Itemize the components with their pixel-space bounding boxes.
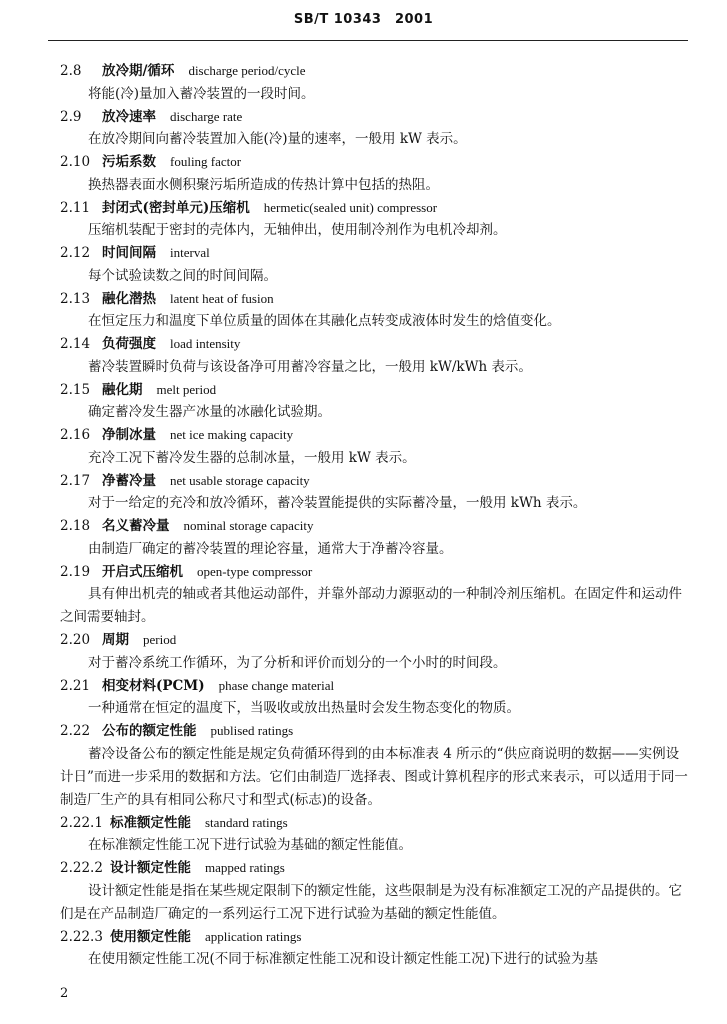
term-chinese: 时间间隔 [102,245,156,261]
term-english: phase change material [218,677,335,693]
entry-2-15 [60,379,688,425]
term-chinese: 相变材料(PCM) [102,677,205,694]
term-line [60,812,688,835]
term-english: net ice making capacity [170,427,294,442]
term-chinese: 标准额定性能 [110,814,191,831]
term-number: 2.22.1 [60,814,103,831]
entry-2-16 [60,424,688,470]
term-number: 2.9 [60,108,82,125]
term-chinese: 使用额定性能 [110,928,191,945]
term-english: mapped ratings [205,860,285,875]
term-definition: 蓄冷设备公布的额定性能是规定负荷循环得到的由本标准表 4 所示的“供应商说明的数据——实例设计日”而进一步采用的数据和方法。它们由制造厂选择表、图或计算机程序的形式来表示，可以适用于同一制造厂生产的具有相同公称尺寸和型式(标志)的设备。 [60,745,688,808]
term-definition: 充冷工况下蓄冷发生器的总制冰量，一般用 kW 表示。 [88,449,416,466]
term-line [60,470,688,493]
term-line [60,561,688,584]
entry-2-22 [60,720,688,812]
term-chinese: 负荷强度 [102,336,156,352]
entry-2-20 [60,629,688,675]
document-header: SB/T 10343 2001 [293,12,434,27]
term-definition: 由制造厂确定的蓄冷装置的理论容量，通常大于净蓄冷容量。 [88,540,453,557]
term-chinese: 名义蓄冷量 [102,518,170,534]
term-number: 2.18 [60,518,91,534]
term-english: standard ratings [205,814,288,830]
entry-2-18 [60,515,688,561]
term-chinese: 公布的额定性能 [102,723,197,739]
term-english: hermetic(sealed unit) compressor [263,199,438,215]
term-chinese: 净蓄冷量 [102,472,156,489]
term-definition: 将能(冷)量加入蓄冷装置的一段时间。 [88,85,315,102]
page-number: 2 [60,986,69,1001]
term-chinese: 封闭式(密封单元)压缩机 [102,199,250,216]
term-definition: 一种通常在恒定的温度下，当吸收或放出热量时会发生物态变化的物质。 [88,700,520,716]
term-chinese: 融化期 [102,381,143,398]
term-number: 2.20 [60,632,91,648]
term-line [60,675,688,698]
term-definition: 每个试验读数之间的时间间隔。 [88,267,277,284]
term-number: 2.22.2 [60,860,103,876]
entry-2-12 [60,242,688,288]
term-number: 2.12 [60,245,91,261]
term-line [60,926,688,949]
entry-2-14 [60,333,688,379]
header-rule [48,40,688,41]
term-definition: 压缩机装配于密封的壳体内，无轴伸出，使用制冷剂作为电机冷却剂。 [88,222,507,238]
term-chinese: 净制冰量 [102,427,156,443]
term-english: load intensity [170,336,241,351]
term-english: interval [170,245,210,260]
term-english: net usable storage capacity [170,472,310,488]
term-line [60,720,688,743]
entry-2-22-1 [60,812,688,858]
term-english: publised ratings [210,723,294,738]
term-chinese: 放冷速率 [102,108,156,125]
term-line [60,379,688,402]
term-english: fouling factor [170,154,242,169]
term-english: discharge period/cycle [188,63,306,78]
term-line [60,60,688,83]
entry-2-21 [60,675,688,721]
term-line [60,629,688,652]
term-line [60,151,688,174]
term-chinese: 开启式压缩机 [102,563,183,580]
term-number: 2.22 [60,723,91,739]
term-number: 2.21 [60,677,91,694]
term-line [60,242,688,265]
term-definition: 在恒定压力和温度下单位质量的固体在其融化点转变成液体时发生的焓值变化。 [88,313,561,329]
entry-2-22-2 [60,857,688,926]
term-number: 2.10 [60,154,91,170]
term-number: 2.14 [60,336,91,352]
term-definition: 对于蓄冷系统工作循环，为了分析和评价而划分的一个小时的时间段。 [88,654,507,671]
term-line [60,288,688,311]
term-definition: 蓄冷装置瞬时负荷与该设备净可用蓄冷容量之比，一般用 kW/kWh 表示。 [88,358,532,375]
term-number: 2.15 [60,381,91,398]
term-line [60,333,688,356]
term-chinese: 周期 [102,632,129,648]
term-number: 2.13 [60,290,91,307]
term-chinese: 设计额定性能 [110,860,191,876]
term-line [60,515,688,538]
term-line [60,106,688,129]
term-chinese: 放冷期/循环 [102,63,175,79]
entry-2-19 [60,561,688,630]
term-number: 2.8 [60,63,82,79]
entry-2-13 [60,288,688,334]
term-number: 2.22.3 [60,928,103,945]
term-line [60,424,688,447]
term-english: open-type compressor [197,563,313,579]
term-line [60,857,688,880]
term-definition: 在标准额定性能工况下进行试验为基础的额定性能值。 [88,837,412,853]
term-number: 2.19 [60,563,91,580]
term-definition: 设计额定性能是指在某些规定限制下的额定性能，这些限制是为没有标准额定工况的产品提供的。它们是在产品制造厂确定的一系列运行工况下进行试验为基础的额定性能值。 [60,882,682,922]
term-number: 2.16 [60,427,91,443]
term-english: discharge rate [170,108,243,124]
term-line [60,197,688,220]
term-english: period [143,632,177,647]
term-definition: 在放冷期间向蓄冷装置加入能(冷)量的速率，一般用 kW 表示。 [88,131,467,147]
term-chinese: 融化潜热 [102,290,156,307]
term-definition: 对于一给定的充冷和放冷循环，蓄冷装置能提供的实际蓄冷量，一般用 kWh 表示。 [88,495,587,511]
term-definition: 确定蓄冷发生器产冰量的冰融化试验期。 [88,404,331,420]
term-number: 2.11 [60,199,91,216]
term-english: melt period [156,381,217,397]
entry-2-8 [60,60,688,106]
term-number: 2.17 [60,472,91,489]
term-definition: 具有伸出机壳的轴或者其他运动部件，并靠外部动力源驱动的一种制冷剂压缩机。在固定件和运动件之间需要轴封。 [60,586,682,625]
term-definition: 在使用额定性能工况(不同于标准额定性能工况和设计额定性能工况)下进行的试验为基 [88,951,599,967]
entry-2-9 [60,106,688,152]
term-chinese: 污垢系数 [102,154,156,170]
term-english: nominal storage capacity [183,518,314,533]
entry-2-10 [60,151,688,197]
term-english: application ratings [205,928,302,944]
entry-2-11 [60,197,688,243]
definitions-list [60,60,688,971]
term-english: latent heat of fusion [170,290,274,306]
entry-2-17 [60,470,688,516]
entry-2-22-3 [60,926,688,972]
term-definition: 换热器表面水侧积聚污垢所造成的传热计算中包括的热阻。 [88,176,439,193]
